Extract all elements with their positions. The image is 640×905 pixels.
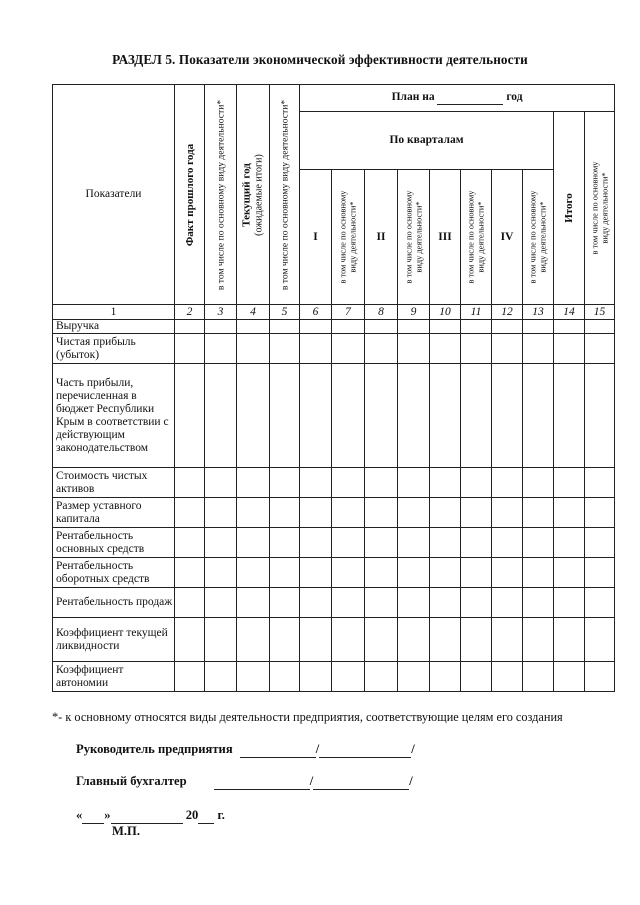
value-cell[interactable] <box>585 618 615 662</box>
value-cell[interactable] <box>175 618 205 662</box>
value-cell[interactable] <box>523 528 554 558</box>
value-cell[interactable] <box>237 364 270 468</box>
value-cell[interactable] <box>237 334 270 364</box>
value-cell[interactable] <box>237 662 270 692</box>
value-cell[interactable] <box>270 558 300 588</box>
value-cell[interactable] <box>492 588 523 618</box>
value-cell[interactable] <box>398 498 430 528</box>
col-number: 11 <box>461 305 492 320</box>
value-cell[interactable] <box>554 498 585 528</box>
row-label: Рентабельность продаж <box>53 588 175 618</box>
value-cell[interactable] <box>332 558 365 588</box>
value-cell[interactable] <box>461 558 492 588</box>
col-number: 8 <box>365 305 398 320</box>
value-cell[interactable] <box>430 334 461 364</box>
row-label: Выручка <box>53 320 175 334</box>
value-cell[interactable] <box>270 468 300 498</box>
value-cell[interactable] <box>365 468 398 498</box>
value-cell[interactable] <box>523 618 554 662</box>
row-label: Часть прибыли, перечисленная в бюджет Республики Крым в соответствии с действующим законодательством <box>53 364 175 468</box>
value-cell[interactable] <box>175 558 205 588</box>
accountant-signature-blank[interactable] <box>214 774 310 790</box>
value-cell[interactable] <box>585 558 615 588</box>
value-cell[interactable] <box>175 468 205 498</box>
value-cell[interactable] <box>205 618 237 662</box>
table-row <box>53 498 615 528</box>
value-cell[interactable] <box>461 320 492 334</box>
col-number: 5 <box>270 305 300 320</box>
indicators-table <box>52 84 615 692</box>
value-cell[interactable] <box>332 588 365 618</box>
row-label: Размер уставного капитала <box>53 498 175 528</box>
value-cell[interactable] <box>237 498 270 528</box>
value-cell[interactable] <box>175 498 205 528</box>
value-cell[interactable] <box>332 364 365 468</box>
value-cell[interactable] <box>237 468 270 498</box>
header-quarter-4: IV <box>492 170 523 305</box>
header-plan-for: План на год <box>300 85 615 112</box>
table-row <box>53 588 615 618</box>
value-cell[interactable] <box>270 588 300 618</box>
director-signature: Руководитель предприятия / / <box>76 742 415 756</box>
value-cell[interactable] <box>300 528 332 558</box>
header-quarter-1: I <box>300 170 332 305</box>
header-total-incl-main: в том числе по основному виду деятельности* <box>585 112 615 305</box>
value-cell[interactable] <box>461 468 492 498</box>
value-cell[interactable] <box>554 558 585 588</box>
value-cell[interactable] <box>205 468 237 498</box>
table-row <box>53 618 615 662</box>
date-line: « » 20 г. <box>76 808 225 822</box>
seal-label: М.П. <box>112 824 140 838</box>
header-indicators: Показатели <box>53 85 175 305</box>
value-cell[interactable] <box>523 588 554 618</box>
value-cell[interactable] <box>430 662 461 692</box>
value-cell[interactable] <box>332 618 365 662</box>
value-cell[interactable] <box>205 588 237 618</box>
value-cell[interactable] <box>461 364 492 468</box>
row-label: Чистая прибыль (убыток) <box>53 334 175 364</box>
col-number: 10 <box>430 305 461 320</box>
value-cell[interactable] <box>205 558 237 588</box>
date-year-blank[interactable] <box>198 808 214 824</box>
row-label: Стоимость чистых активов <box>53 468 175 498</box>
table-row <box>53 528 615 558</box>
value-cell[interactable] <box>585 364 615 468</box>
value-cell[interactable] <box>430 468 461 498</box>
value-cell[interactable] <box>237 320 270 334</box>
value-cell[interactable] <box>300 662 332 692</box>
value-cell[interactable] <box>365 662 398 692</box>
value-cell[interactable] <box>523 558 554 588</box>
value-cell[interactable] <box>430 320 461 334</box>
value-cell[interactable] <box>523 364 554 468</box>
value-cell[interactable] <box>205 662 237 692</box>
value-cell[interactable] <box>554 588 585 618</box>
col-number: 3 <box>205 305 237 320</box>
value-cell[interactable] <box>175 528 205 558</box>
value-cell[interactable] <box>430 618 461 662</box>
value-cell[interactable] <box>398 558 430 588</box>
value-cell[interactable] <box>461 528 492 558</box>
col-number: 1 <box>53 305 175 320</box>
table-row <box>53 558 615 588</box>
accountant-name-blank[interactable] <box>313 774 409 790</box>
value-cell[interactable] <box>332 498 365 528</box>
header-q2-incl-main: в том числе по основному виду деятельности* <box>398 170 430 305</box>
value-cell[interactable] <box>205 364 237 468</box>
value-cell[interactable] <box>365 334 398 364</box>
value-cell[interactable] <box>237 618 270 662</box>
value-cell[interactable] <box>492 468 523 498</box>
value-cell[interactable] <box>492 558 523 588</box>
value-cell[interactable] <box>585 588 615 618</box>
value-cell[interactable] <box>461 618 492 662</box>
table-row <box>53 364 615 468</box>
value-cell[interactable] <box>398 662 430 692</box>
value-cell[interactable] <box>365 364 398 468</box>
value-cell[interactable] <box>554 528 585 558</box>
value-cell[interactable] <box>492 618 523 662</box>
value-cell[interactable] <box>585 528 615 558</box>
value-cell[interactable] <box>300 364 332 468</box>
row-label: Коэффициент автономии <box>53 662 175 692</box>
value-cell[interactable] <box>205 498 237 528</box>
header-incl-main-2: в том числе по основному виду деятельности* <box>270 85 300 305</box>
value-cell[interactable] <box>461 588 492 618</box>
value-cell[interactable] <box>300 468 332 498</box>
value-cell[interactable] <box>270 498 300 528</box>
value-cell[interactable] <box>300 618 332 662</box>
value-cell[interactable] <box>300 558 332 588</box>
value-cell[interactable] <box>398 468 430 498</box>
value-cell[interactable] <box>523 334 554 364</box>
col-number: 7 <box>332 305 365 320</box>
value-cell[interactable] <box>365 588 398 618</box>
value-cell[interactable] <box>365 558 398 588</box>
col-number: 6 <box>300 305 332 320</box>
table-row <box>53 334 615 364</box>
value-cell[interactable] <box>175 662 205 692</box>
value-cell[interactable] <box>237 558 270 588</box>
value-cell[interactable] <box>492 334 523 364</box>
value-cell[interactable] <box>332 468 365 498</box>
value-cell[interactable] <box>492 662 523 692</box>
value-cell[interactable] <box>205 334 237 364</box>
value-cell[interactable] <box>523 498 554 528</box>
value-cell[interactable] <box>554 320 585 334</box>
col-number: 4 <box>237 305 270 320</box>
value-cell[interactable] <box>175 588 205 618</box>
director-name-blank[interactable] <box>319 742 411 758</box>
value-cell[interactable] <box>300 588 332 618</box>
value-cell[interactable] <box>492 364 523 468</box>
col-number: 2 <box>175 305 205 320</box>
col-number: 13 <box>523 305 554 320</box>
section-title: РАЗДЕЛ 5. Показатели экономической эффективности деятельности <box>112 52 528 67</box>
value-cell[interactable] <box>205 528 237 558</box>
value-cell[interactable] <box>585 662 615 692</box>
value-cell[interactable] <box>523 468 554 498</box>
value-cell[interactable] <box>365 618 398 662</box>
table-row <box>53 320 615 334</box>
header-quarter-3: III <box>430 170 461 305</box>
value-cell[interactable] <box>430 498 461 528</box>
value-cell[interactable] <box>237 528 270 558</box>
value-cell[interactable] <box>554 618 585 662</box>
value-cell[interactable] <box>554 662 585 692</box>
col-number: 14 <box>554 305 585 320</box>
value-cell[interactable] <box>492 528 523 558</box>
value-cell[interactable] <box>270 618 300 662</box>
value-cell[interactable] <box>523 320 554 334</box>
row-label: Рентабельность основных средств <box>53 528 175 558</box>
value-cell[interactable] <box>365 320 398 334</box>
value-cell[interactable] <box>430 588 461 618</box>
value-cell[interactable] <box>523 662 554 692</box>
col-number: 9 <box>398 305 430 320</box>
header-q1-incl-main: в том числе по основному виду деятельности* <box>332 170 365 305</box>
value-cell[interactable] <box>332 662 365 692</box>
value-cell[interactable] <box>332 528 365 558</box>
value-cell[interactable] <box>332 320 365 334</box>
value-cell[interactable] <box>492 320 523 334</box>
value-cell[interactable] <box>398 364 430 468</box>
value-cell[interactable] <box>300 320 332 334</box>
director-signature-blank[interactable] <box>240 742 316 758</box>
value-cell[interactable] <box>175 364 205 468</box>
value-cell[interactable] <box>585 498 615 528</box>
value-cell[interactable] <box>205 320 237 334</box>
value-cell[interactable] <box>300 498 332 528</box>
value-cell[interactable] <box>270 364 300 468</box>
column-number-row <box>53 305 615 320</box>
value-cell[interactable] <box>398 334 430 364</box>
accountant-signature: Главный бухгалтер / / <box>76 774 413 788</box>
value-cell[interactable] <box>398 320 430 334</box>
header-total: Итого <box>554 112 585 305</box>
value-cell[interactable] <box>554 334 585 364</box>
date-day-blank[interactable] <box>82 808 104 824</box>
value-cell[interactable] <box>332 334 365 364</box>
table-body <box>53 320 615 692</box>
value-cell[interactable] <box>270 320 300 334</box>
value-cell[interactable] <box>430 528 461 558</box>
value-cell[interactable] <box>175 320 205 334</box>
value-cell[interactable] <box>398 528 430 558</box>
value-cell[interactable] <box>461 662 492 692</box>
table-row <box>53 468 615 498</box>
col-number: 15 <box>585 305 615 320</box>
value-cell[interactable] <box>430 364 461 468</box>
value-cell[interactable] <box>270 662 300 692</box>
header-q4-incl-main: в том числе по основному виду деятельности* <box>523 170 554 305</box>
table-row <box>53 662 615 692</box>
value-cell[interactable] <box>585 334 615 364</box>
value-cell[interactable] <box>365 498 398 528</box>
header-q3-incl-main: в том числе по основному виду деятельности* <box>461 170 492 305</box>
value-cell[interactable] <box>585 320 615 334</box>
row-label: Коэффициент текущей ликвидности <box>53 618 175 662</box>
value-cell[interactable] <box>398 588 430 618</box>
col-number: 12 <box>492 305 523 320</box>
plan-year-blank[interactable] <box>437 91 503 105</box>
value-cell[interactable] <box>585 468 615 498</box>
value-cell[interactable] <box>237 588 270 618</box>
header-by-quarters: По кварталам <box>300 112 554 170</box>
value-cell[interactable] <box>461 498 492 528</box>
value-cell[interactable] <box>554 468 585 498</box>
value-cell[interactable] <box>554 364 585 468</box>
header-incl-main-1: в том числе по основному виду деятельности* <box>205 85 237 305</box>
header-fact-prev-year: Факт прошлого года <box>175 85 205 305</box>
row-label: Рентабельность оборотных средств <box>53 558 175 588</box>
value-cell[interactable] <box>175 334 205 364</box>
value-cell[interactable] <box>398 618 430 662</box>
value-cell[interactable] <box>300 334 332 364</box>
value-cell[interactable] <box>461 334 492 364</box>
footnote: *- к основному относятся виды деятельности предприятия, соответствующие целям его создания <box>52 710 563 724</box>
header-quarter-2: II <box>365 170 398 305</box>
date-month-blank[interactable] <box>111 808 183 824</box>
header-current-year: Текущий год (ожидаемые итоги) <box>237 85 270 305</box>
value-cell[interactable] <box>270 334 300 364</box>
value-cell[interactable] <box>270 528 300 558</box>
value-cell[interactable] <box>365 528 398 558</box>
value-cell[interactable] <box>430 558 461 588</box>
value-cell[interactable] <box>492 498 523 528</box>
